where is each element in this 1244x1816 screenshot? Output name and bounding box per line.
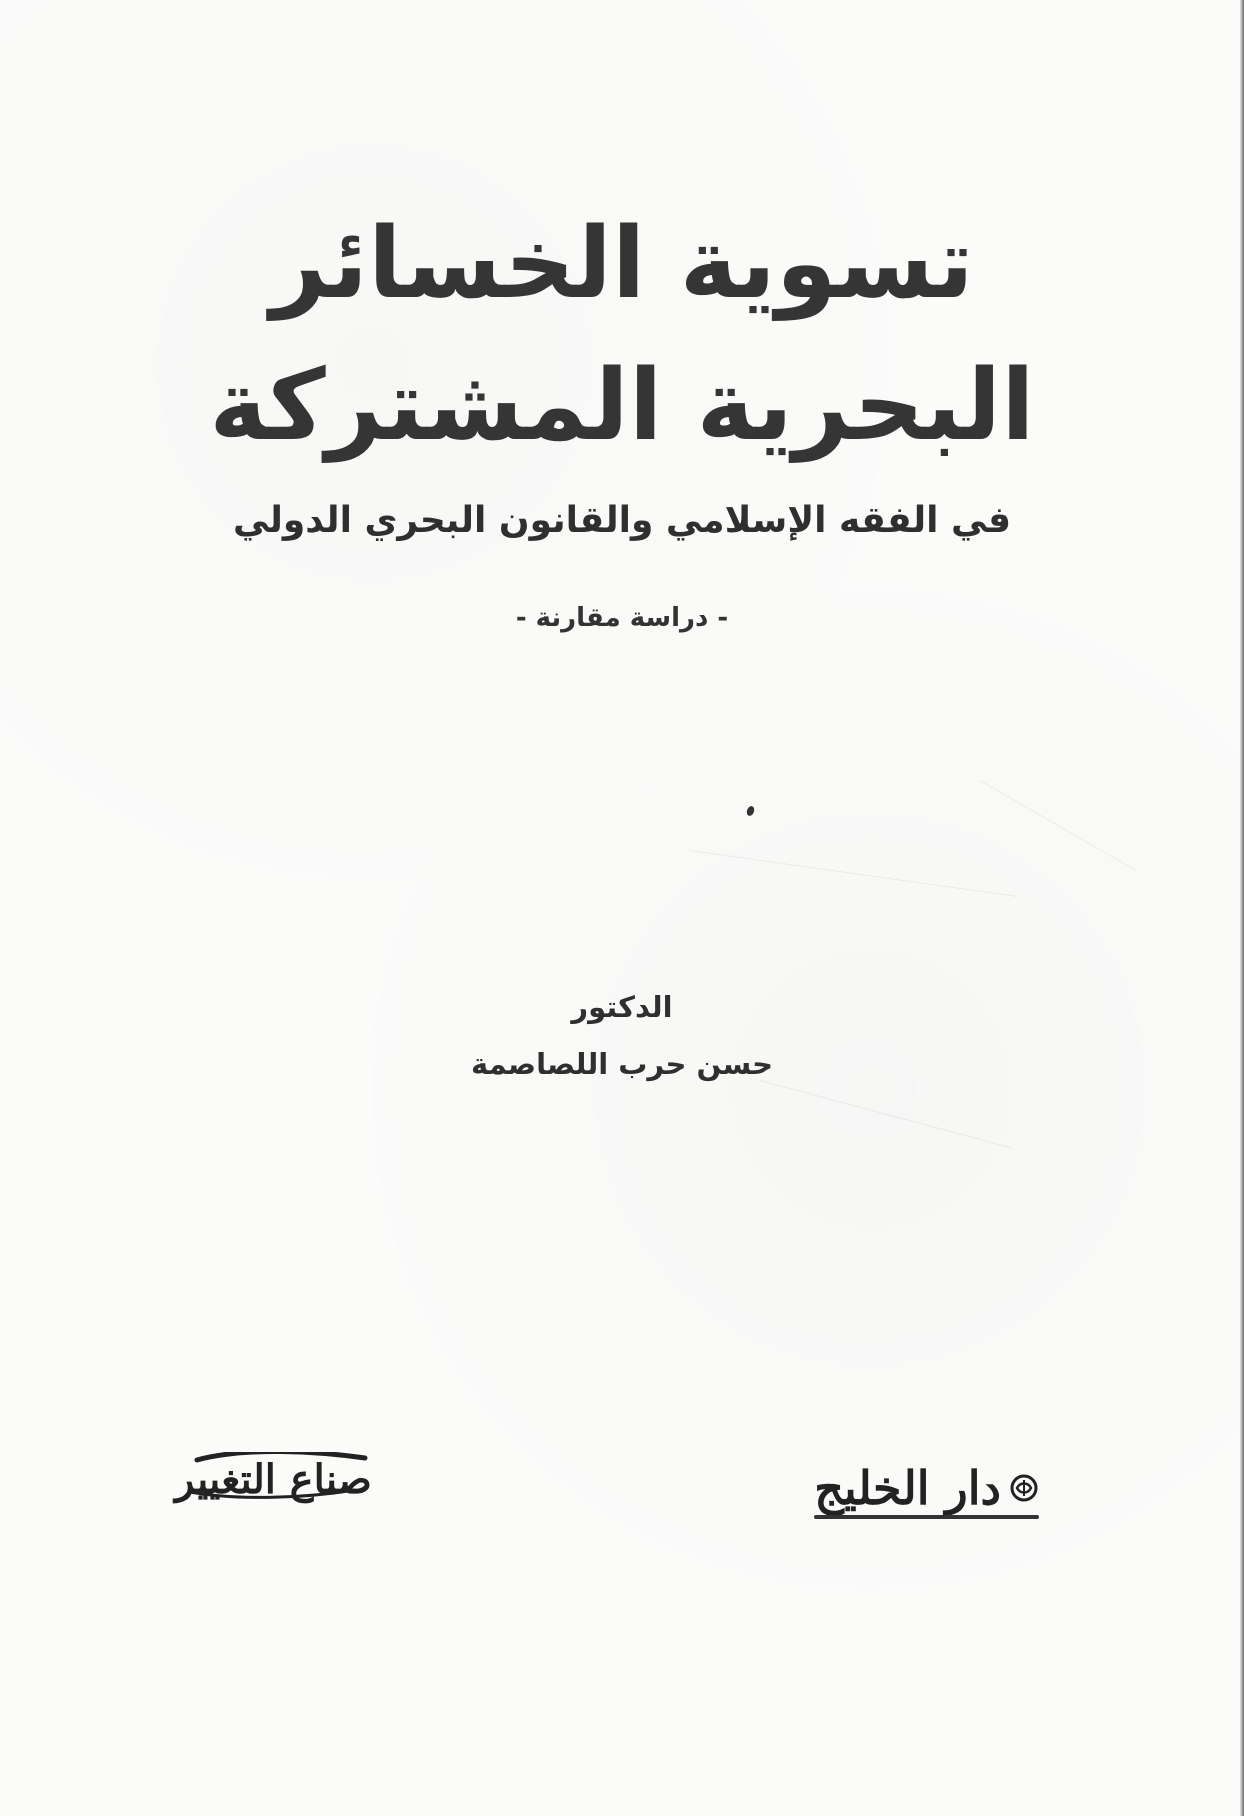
paper-scuff — [760, 1080, 1011, 1148]
author-title: الدكتور — [571, 990, 673, 1024]
publisher-right-underline — [814, 1515, 1039, 1519]
publisher-left-name: صناع التغيير — [175, 1456, 372, 1503]
publisher-logo-left — [175, 1456, 372, 1503]
book-title-line-1: تسوية الخسائر — [270, 207, 974, 321]
book-subtitle: في الفقه الإسلامي والقانون البحري الدولي — [232, 500, 1012, 541]
paper-scuff — [690, 850, 1017, 897]
dar-alkhaleej-icon — [1009, 1473, 1039, 1503]
paper-scuff — [980, 780, 1136, 871]
author-name: حسن حرب اللصاصمة — [471, 1047, 773, 1081]
book-title-line-2: البحرية المشتركة — [209, 349, 1035, 463]
study-type: - دراسة مقارنة - — [515, 603, 729, 633]
publisher-right-name: دار الخليج — [814, 1461, 1001, 1515]
scan-speck — [746, 805, 756, 817]
publisher-logo-right — [814, 1461, 1039, 1515]
